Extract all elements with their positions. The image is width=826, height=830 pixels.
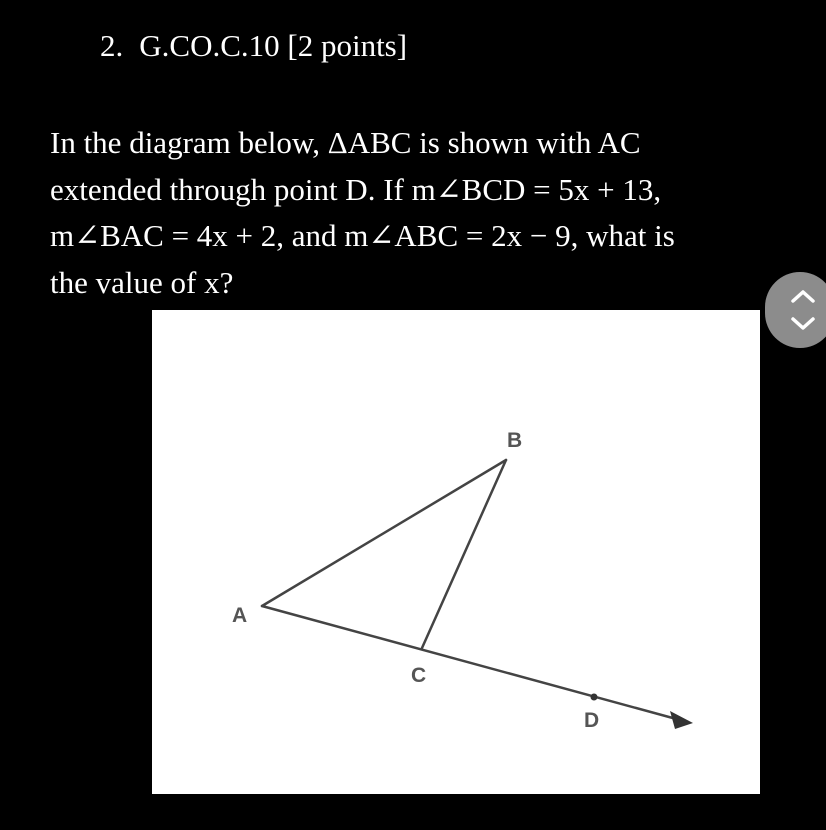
label-a: A — [232, 604, 248, 627]
segment-ab — [262, 460, 506, 606]
problem-line-2: extended through point D. If m∠BCD = 5x + 13, — [50, 171, 662, 207]
question-number: 2. — [100, 28, 124, 63]
problem-statement — [50, 120, 770, 306]
ray-arrowhead — [670, 711, 693, 729]
segment-bc — [422, 460, 506, 648]
chevron-down-icon[interactable] — [785, 310, 821, 338]
label-c: C — [411, 664, 427, 687]
question-heading — [100, 26, 407, 66]
problem-line-4: the value of x? — [50, 264, 234, 300]
question-title: G.CO.C.10 [2 points] — [139, 28, 408, 63]
point-d-dot — [591, 694, 598, 701]
triangle-diagram-svg — [152, 310, 760, 794]
problem-line-3: m∠BAC = 4x + 2, and m∠ABC = 2x − 9, what is — [50, 218, 675, 253]
page-navigation — [765, 272, 826, 348]
ray-acd — [262, 606, 680, 720]
label-d: D — [584, 709, 600, 732]
problem-line-1: In the diagram below, ΔABC is shown with AC — [50, 125, 641, 160]
chevron-up-icon[interactable] — [785, 282, 821, 310]
triangle-diagram — [152, 310, 760, 794]
label-b: B — [507, 429, 523, 452]
